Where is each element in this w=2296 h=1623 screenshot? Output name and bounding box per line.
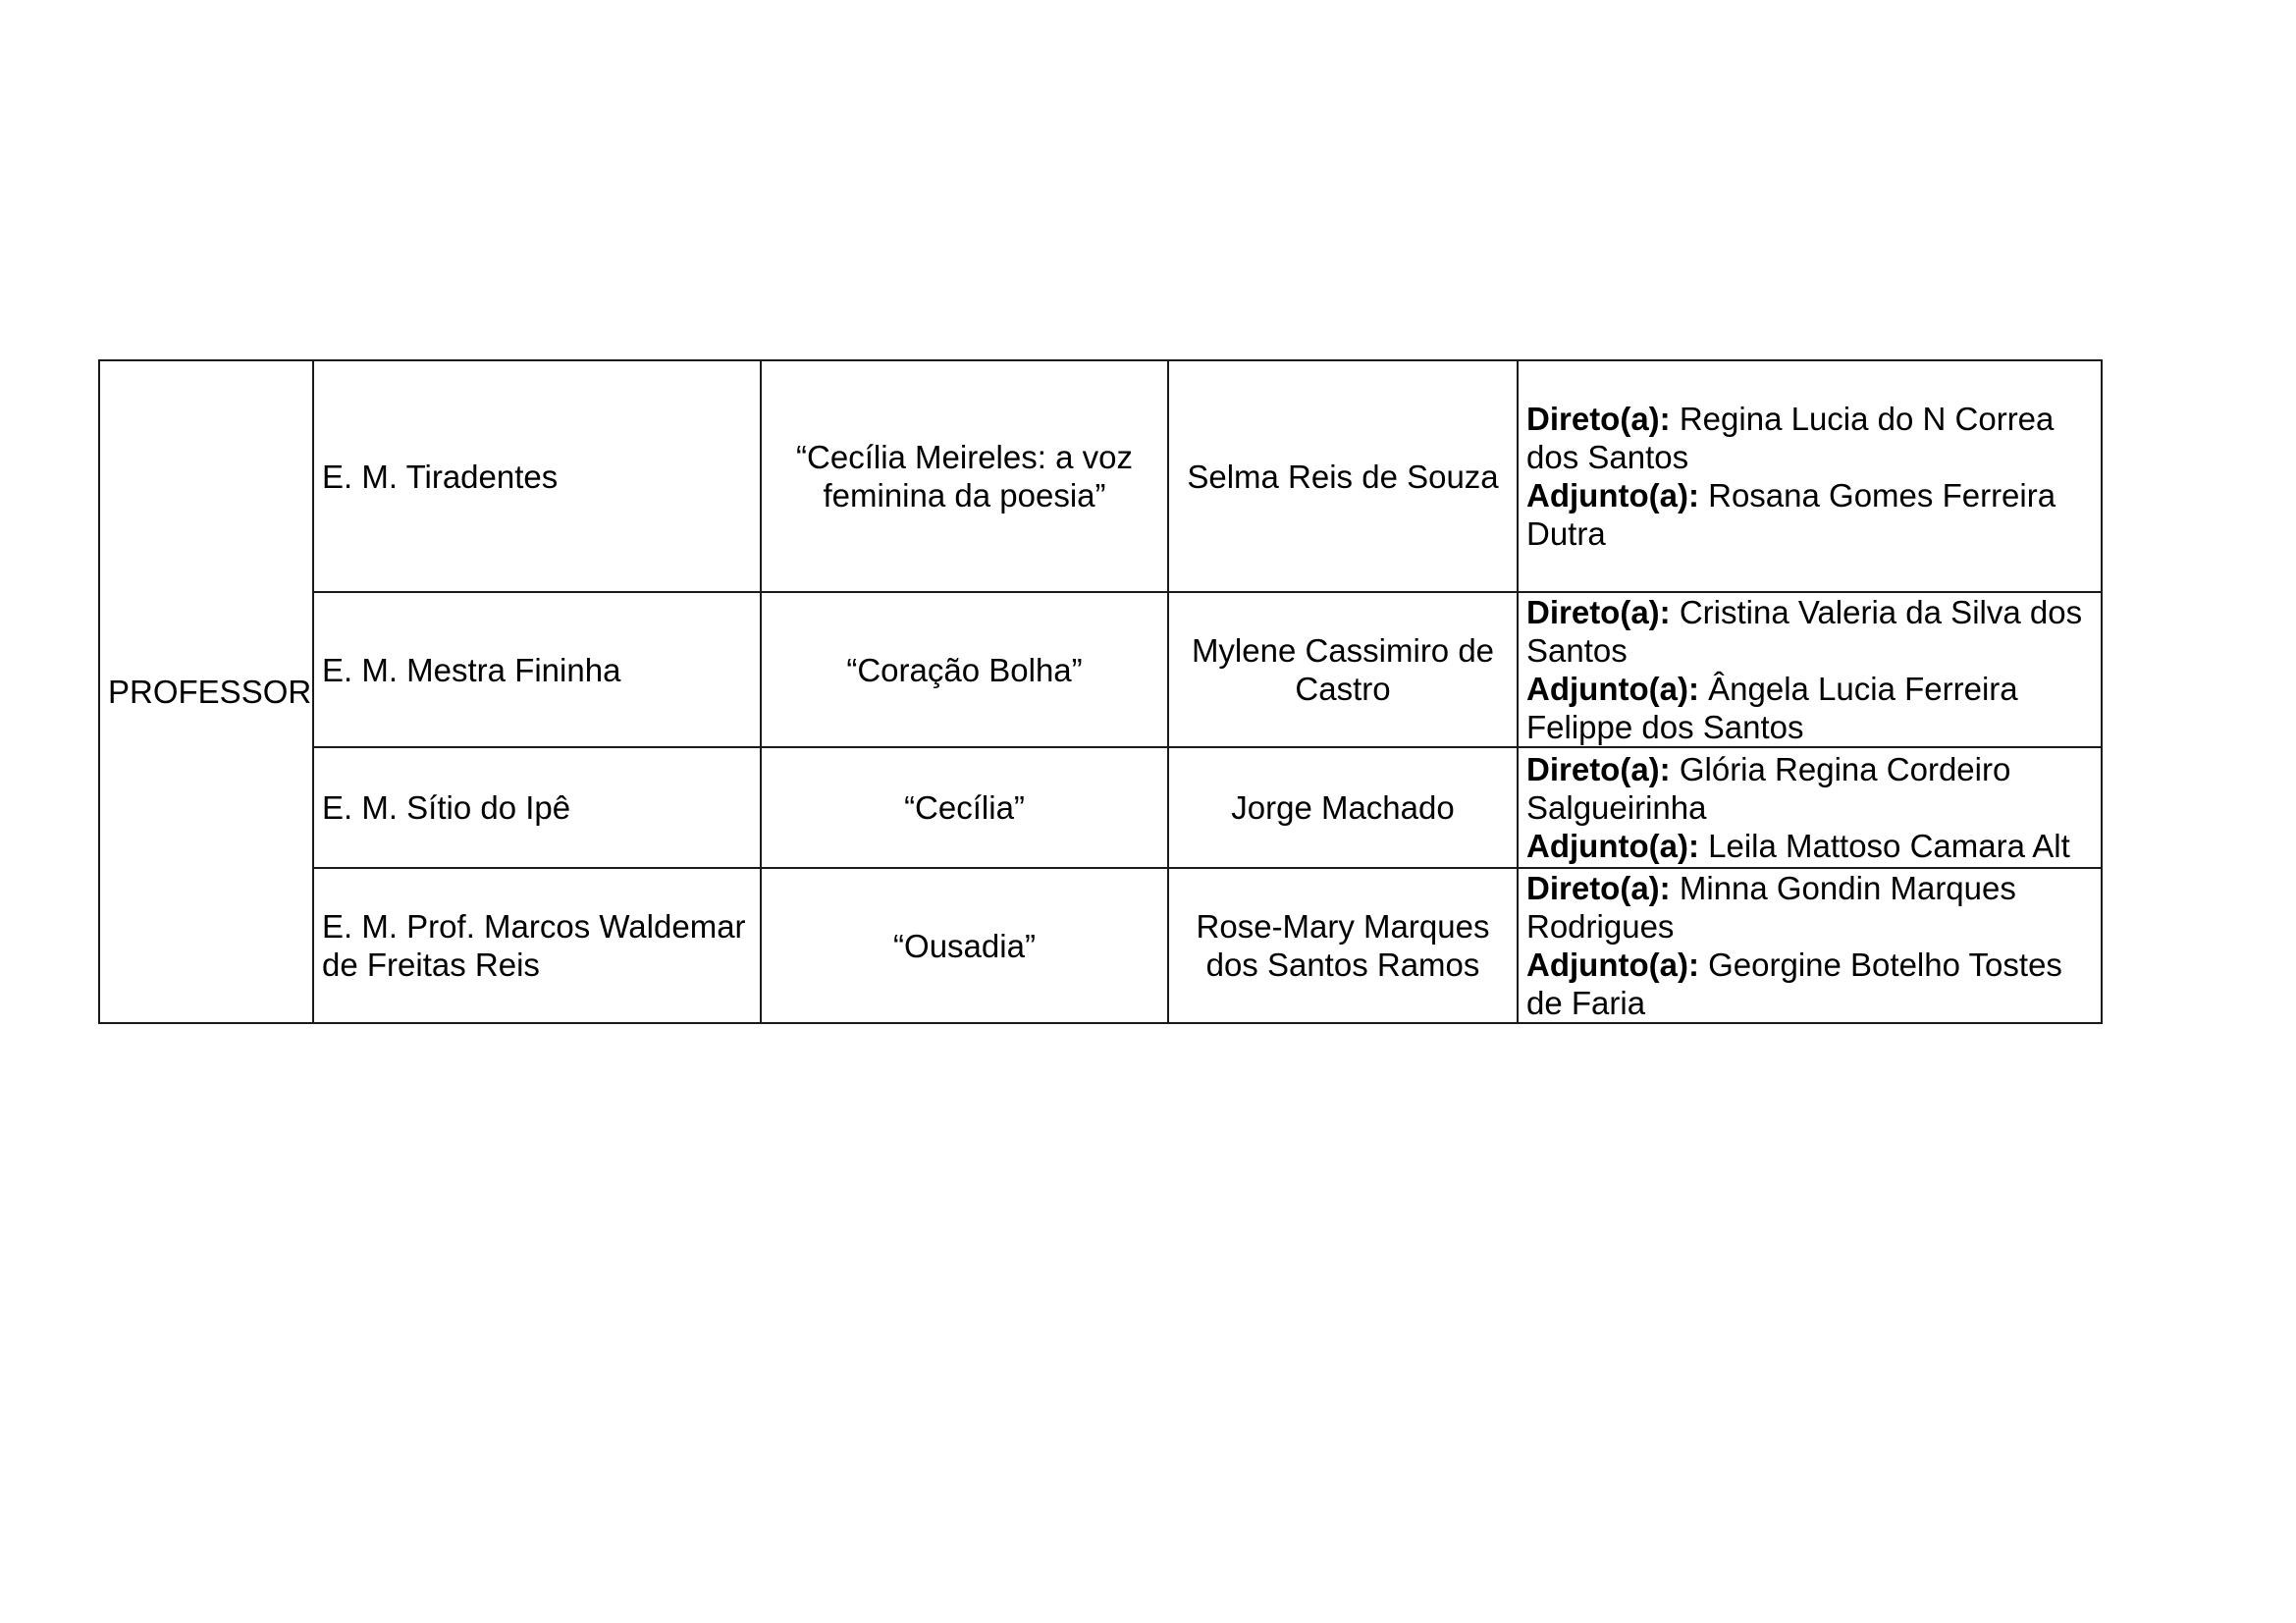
deputy-label: Adjunto(a): <box>1526 828 1699 864</box>
director-label: Direto(a): <box>1526 751 1671 787</box>
author-cell: Jorge Machado <box>1168 747 1518 868</box>
deputy-line <box>1526 670 2093 746</box>
author-cell: Selma Reis de Souza <box>1168 360 1518 592</box>
title-cell: “Cecília Meireles: a voz feminina da poesia” <box>761 360 1168 592</box>
deputy-line <box>1526 827 2093 865</box>
school-cell: E. M. Sítio do Ipê <box>313 747 761 868</box>
author-cell: Mylene Cassimiro de Castro <box>1168 592 1518 747</box>
deputy-line <box>1526 476 2093 553</box>
director-line <box>1526 400 2093 476</box>
deputy-name: Leila Mattoso Camara Alt <box>1708 828 2070 864</box>
author-cell: Rose-Mary Marques dos Santos Ramos <box>1168 868 1518 1023</box>
table-row <box>99 592 2102 747</box>
director-line <box>1526 869 2093 946</box>
management-cell <box>1518 360 2102 592</box>
director-name: Regina Lucia do N Correa dos Santos <box>1526 401 2055 475</box>
director-label: Direto(a): <box>1526 594 1671 630</box>
director-name: Glória Regina Cordeiro Salgueirinha <box>1526 751 2011 826</box>
category-cell: PROFESSOR <box>99 360 313 1023</box>
director-line <box>1526 593 2093 670</box>
management-cell <box>1518 747 2102 868</box>
school-cell: E. M. Tiradentes <box>313 360 761 592</box>
director-line <box>1526 750 2093 827</box>
director-name: Cristina Valeria da Silva dos Santos <box>1526 594 2083 669</box>
director-label: Direto(a): <box>1526 401 1671 437</box>
school-cell: E. M. Prof. Marcos Waldemar de Freitas Reis <box>313 868 761 1023</box>
title-cell: “Coração Bolha” <box>761 592 1168 747</box>
management-cell <box>1518 868 2102 1023</box>
deputy-name: Ângela Lucia Ferreira Felippe dos Santos <box>1526 671 2018 745</box>
deputy-name: Georgine Botelho Tostes de Faria <box>1526 947 2062 1021</box>
school-cell: E. M. Mestra Fininha <box>313 592 761 747</box>
deputy-name: Rosana Gomes Ferreira Dutra <box>1526 477 2056 552</box>
table-row <box>99 360 2102 592</box>
table-row <box>99 747 2102 868</box>
director-name: Minna Gondin Marques Rodrigues <box>1526 870 2016 945</box>
table-row <box>99 868 2102 1023</box>
deputy-line <box>1526 946 2093 1022</box>
title-cell: “Cecília” <box>761 747 1168 868</box>
director-label: Direto(a): <box>1526 870 1671 906</box>
deputy-label: Adjunto(a): <box>1526 477 1699 514</box>
management-cell <box>1518 592 2102 747</box>
deputy-label: Adjunto(a): <box>1526 671 1699 707</box>
title-cell: “Ousadia” <box>761 868 1168 1023</box>
awards-table <box>98 359 2103 1024</box>
deputy-label: Adjunto(a): <box>1526 947 1699 983</box>
